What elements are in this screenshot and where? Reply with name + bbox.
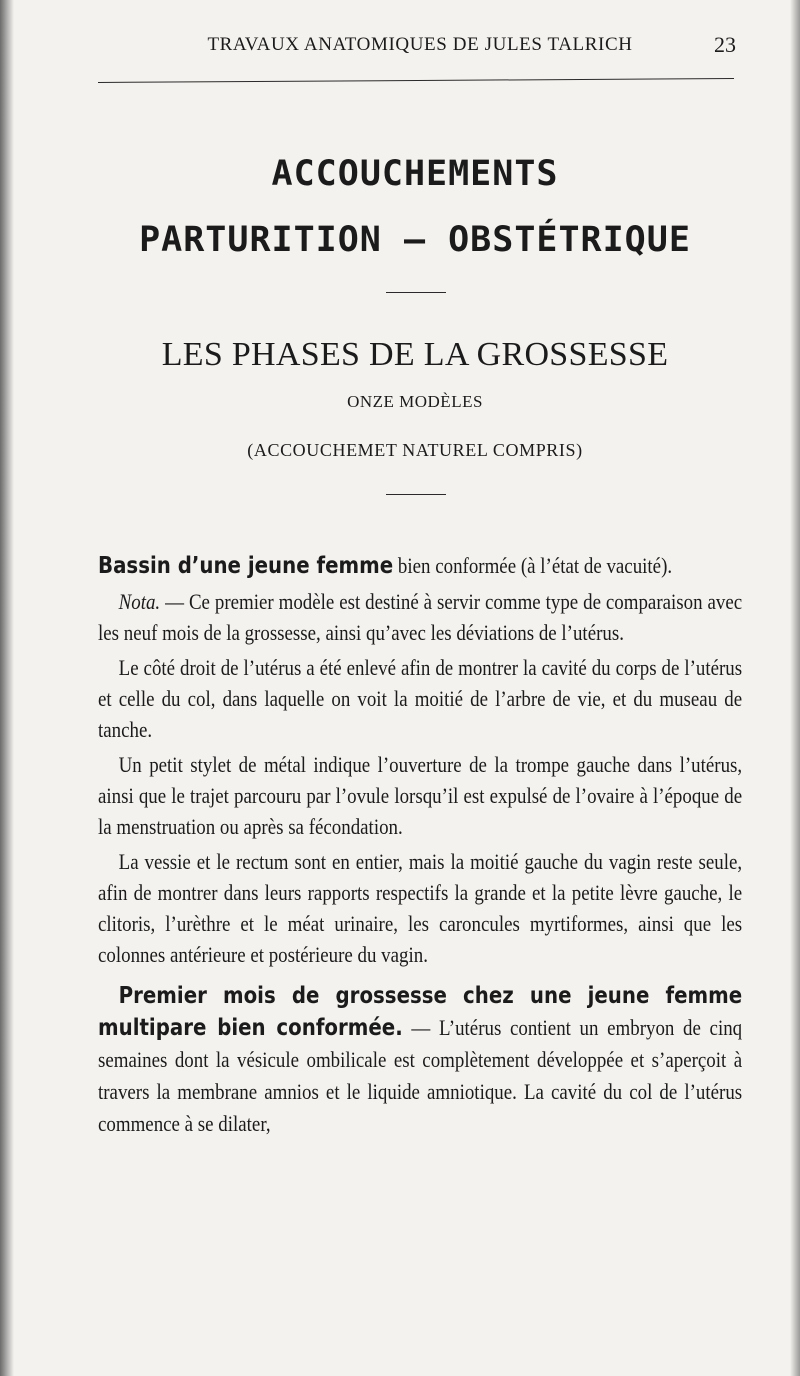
- page-header: [100, 32, 740, 62]
- page-number: 23: [714, 32, 736, 57]
- nota-label: Nota.: [118, 589, 161, 614]
- body-text: [98, 550, 742, 1140]
- paragraph-lead: Premier mois de grossesse chez une jeune femme multipare bien conformée.: [98, 983, 743, 1041]
- divider: [386, 494, 446, 495]
- paragraph-text: — Ce premier modèle est destiné à servir comme type de comparaison avec les neuf mois de la grossesse, ainsi qu’avec les déviations de l’utérus.: [98, 589, 743, 645]
- page-edge-right: [790, 0, 800, 1376]
- page-edge-shadow: [0, 0, 14, 1376]
- paragraph: [98, 586, 742, 648]
- chapter-title: ACCOUCHEMENTS: [271, 154, 559, 194]
- paragraph-lead: Bassin d’une jeune femme: [98, 553, 394, 579]
- paragraph: [98, 980, 742, 1140]
- paragraph: Un petit stylet de métal indique l’ouverture de la trompe gauche dans l’utérus, ainsi que le trajet parcouru par l’ovule lorsqu’il est expulsé de l’ovaire à l’époque de la menstruation ou après sa fécondation.: [98, 752, 743, 839]
- running-title: TRAVAUX ANATOMIQUES DE JULES TALRICH: [207, 34, 633, 55]
- paragraph: La vessie et le rectum sont en entier, mais la moitié gauche du vagin reste seule, afin de montrer dans leurs rapports respectifs la grande et la petite lèvre gauche, le clitoris, l’urèthre et le méat urinaire, les caroncules myrtiformes, ainsi que les colonnes antérieure et postérieure du vagin.: [98, 849, 743, 967]
- paragraph-text: — L’utérus contient un embryon de cinq semaines dont la vésicule ombilicale est complètement développée et s’aperçoit à travers la membrane amnios et le liquide amniotique. La cavité du col de l’utérus commence à se dilater,: [98, 1015, 743, 1136]
- header-rule: [98, 78, 734, 83]
- chapter-subtitle: PARTURITION — OBSTÉTRIQUE: [139, 220, 691, 260]
- section-note: (ACCOUCHEMET NATUREL COMPRIS): [247, 440, 583, 460]
- paragraph: [98, 550, 742, 582]
- section-title: LES PHASES DE LA GROSSESSE: [161, 336, 669, 373]
- paragraph-text: bien conformée (à l’état de vacuité).: [393, 553, 673, 578]
- paragraph: Le côté droit de l’utérus a été enlevé afin de montrer la cavité du corps de l’utérus et celle du col, dans laquelle on voit la moitié de l’arbre de vie, et du museau de tanche.: [98, 655, 743, 742]
- section-subtitle: ONZE MODÈLES: [347, 392, 483, 411]
- divider: [386, 292, 446, 293]
